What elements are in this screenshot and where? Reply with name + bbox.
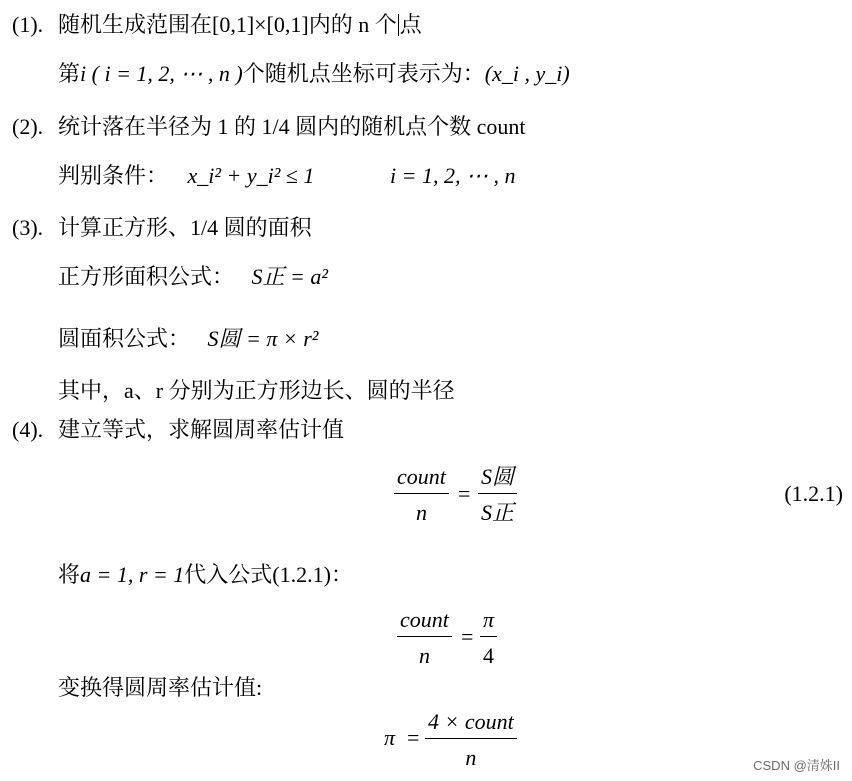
subst-prefix: 将 [58, 562, 81, 587]
item-2-cond-range: i = 1, 2, ⋯ , n [390, 163, 516, 188]
eq1-right-numerator: S圆 [481, 464, 515, 489]
eq3-equals: = [407, 725, 420, 750]
eq2-equals: = [461, 624, 474, 649]
item-2-cond-math: x_i² + y_i² ≤ 1 [187, 163, 315, 188]
item-1-text-end: 点 [399, 12, 422, 37]
eq1-equals: = [458, 481, 471, 506]
eq2-numerator: count [400, 607, 449, 632]
item-4-number: (4). [12, 417, 44, 442]
square-area-formula: S正 = a² [251, 264, 328, 289]
item-1-line [12, 14, 422, 36]
circle-area-formula: S圆 = π × r² [207, 326, 319, 351]
eq2-denominator: n [418, 643, 430, 668]
substitution-line [58, 564, 353, 586]
eq1-right-fraction [478, 466, 517, 524]
item-3-line [12, 217, 312, 239]
eq1-right-denominator: S正 [481, 500, 515, 525]
eq2-right-numerator: π [483, 607, 495, 632]
item-2-line [12, 116, 526, 138]
eq3-pi: π [384, 725, 396, 750]
eq1-denominator: n [415, 500, 427, 525]
item-1-sub-prefix: 第 [58, 61, 81, 86]
item-1-sub-coord: (x_i , y_i) [484, 61, 570, 86]
item-2-number: (2). [12, 114, 44, 139]
item-1-subline [58, 63, 570, 85]
item-3-number: (3). [12, 215, 44, 240]
eq3-denominator: n [465, 745, 477, 770]
transform-line: 变换得圆周率估计值: [58, 675, 263, 700]
item-2-text: 统计落在半径为 1 的 1/4 圆内的随机点个数 count [58, 114, 526, 139]
equation-label: (1.2.1) [784, 481, 843, 506]
subst-text: 代入公式(1.2.1)： [184, 562, 353, 587]
item-4-line [12, 419, 344, 441]
square-area-label: 正方形面积公式： [58, 264, 235, 289]
note-line [58, 380, 455, 402]
eq3-numerator: 4 × count [428, 709, 514, 734]
item-1-sub-math: i ( i = 1, 2, ⋯ , n ) [80, 61, 243, 86]
eq3-fraction [425, 711, 517, 769]
circle-area-line [58, 328, 318, 350]
eq2-left-fraction [397, 609, 452, 667]
item-1-text: 随机生成范围在[0,1]×[0,1]内的 n 个 [58, 12, 397, 37]
item-2-condition [58, 165, 314, 187]
eq1-numerator: count [397, 464, 446, 489]
text-cursor [398, 14, 399, 36]
item-1-number: (1). [12, 12, 44, 37]
watermark: CSDN @清姝II [753, 758, 840, 773]
square-area-line [58, 266, 328, 288]
note-prefix: 其中， [58, 378, 125, 403]
item-1-sub-text: 个随机点坐标可表示为： [242, 61, 485, 86]
eq2-right-fraction [480, 609, 497, 667]
eq1-left-fraction [394, 466, 449, 524]
eq2-right-denominator: 4 [483, 643, 495, 668]
item-4-text: 建立等式，求解圆周率估计值 [58, 417, 345, 442]
circle-area-label: 圆面积公式： [58, 326, 191, 351]
subst-math: a = 1, r = 1 [80, 562, 185, 587]
note-text: a、r 分别为正方形边长、圆的半径 [124, 378, 455, 403]
item-3-text: 计算正方形、1/4 圆的面积 [58, 215, 312, 240]
item-2-cond-label: 判别条件： [58, 163, 169, 188]
